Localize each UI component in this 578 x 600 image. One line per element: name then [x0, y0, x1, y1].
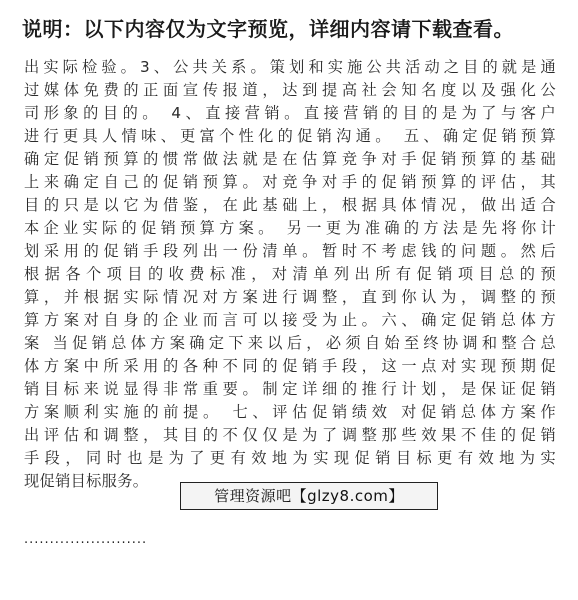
continuation-ellipsis: ........................	[24, 532, 148, 547]
text-line: 划采用的促销手段列出一份清单。暂时不考虑钱的问题。然后	[24, 242, 556, 260]
text-line: 案 当促销总体方案确定下来以后，必须自始至终协调和整合总	[24, 334, 556, 352]
article-body	[24, 56, 556, 493]
text-line: 算方案对自身的企业而言可以接受为止。六、确定促销总体方	[24, 311, 556, 329]
watermark-banner: 管理资源吧【glzy8.com】	[180, 482, 438, 510]
text-line: 体方案中所采用的各种不同的促销手段，这一点对实现预期促	[24, 357, 556, 375]
preview-notice: 说明：以下内容仅为文字预览，详细内容请下载查看。	[22, 17, 514, 41]
text-line: 销目标来说显得非常重要。制定详细的推行计划，是保证促销	[24, 380, 556, 398]
text-line: 司形象的目的。 4、直接营销。直接营销的目的是为了与客户	[24, 104, 556, 122]
text-line: 本企业实际的促销预算方案。 另一更为准确的方法是先将你计	[24, 219, 556, 237]
text-line: 出评估和调整，其目的不仅仅是为了调整那些效果不佳的促销	[24, 426, 556, 444]
text-line: 出实际检验。3、公共关系。策划和实施公共活动之目的就是通	[24, 58, 556, 76]
text-line: 上来确定自己的促销预算。对竞争对手的促销预算的评估，其	[24, 173, 556, 191]
text-line: 过媒体免费的正面宣传报道，达到提高社会知名度以及强化公	[24, 81, 556, 99]
text-line: 方案顺利实施的前提。 七、评估促销绩效 对促销总体方案作	[24, 403, 556, 421]
text-line: 根据各个项目的收费标准，对清单列出所有促销项目总的预	[24, 265, 556, 283]
text-line: 现促销目标服务。	[24, 472, 149, 490]
text-line: 手段，同时也是为了更有效地为实现促销目标更有效地为实	[24, 449, 556, 467]
text-line: 进行更具人情味、更富个性化的促销沟通。 五、确定促销预算	[24, 127, 556, 145]
text-line: 算，并根据实际情况对方案进行调整，直到你认为，调整的预	[24, 288, 556, 306]
text-line: 目的只是以它为借鉴，在此基础上，根据具体情况，做出适合	[24, 196, 556, 214]
text-line: 确定促销预算的惯常做法就是在估算竞争对手促销预算的基础	[24, 150, 556, 168]
